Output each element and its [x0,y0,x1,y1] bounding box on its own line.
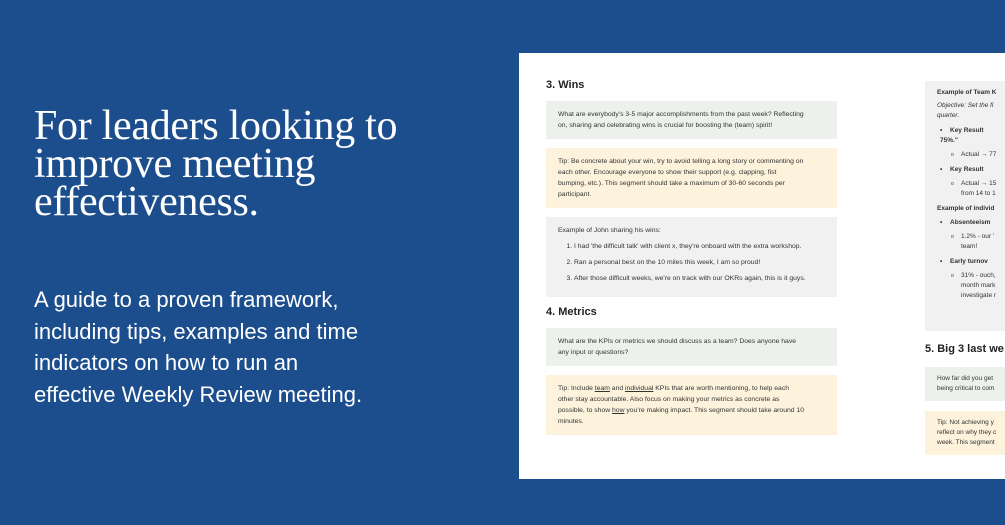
key-result-item: • Key Result [937,165,1005,175]
list-item: 1. I had 'the difficult talk' with client x, they're onboard with the extra workshop. [574,241,825,252]
kpi-value: o 1.2% - our ' [937,232,1005,242]
metrics-tip-line [558,383,825,394]
wins-question-line: on, sharing and celebrating wins is crucial for boosting the (team) spirit! [558,122,773,129]
big3-question-box [925,367,1005,401]
list-item: 3. After those difficult weeks, we're on track with our OKRs again, this is it guys. [574,273,825,284]
metrics-question-box [546,328,837,366]
hero-headline [34,103,494,225]
big3-tip-line: week. This segment [937,439,995,446]
big3-section-title: 5. Big 3 last we [925,343,1004,355]
document-preview [519,53,1005,479]
metrics-tip-line: minutes. [558,418,584,425]
individual-kpi-example-title: Example of individ [937,205,995,212]
headline-line: effectiveness. [34,179,259,225]
wins-example-intro: Example of John sharing his wins: [558,227,661,234]
metrics-tip-text: Tip: Include [558,385,595,392]
kpi-item: • Absenteeism [937,218,1005,228]
kpi-note: team! [961,243,978,250]
metrics-tip-text: and [609,385,626,392]
team-kpi-example-title: Example of Team K [937,89,997,96]
subline-line: effective Weekly Review meeting. [34,381,363,407]
metrics-tip-line: other stay accountable. Also focus on making your metrics as concrete as [558,396,780,403]
objective-line: Objective: Set the fi [937,102,994,109]
individual-link: individual [625,385,654,392]
key-result-actual: o Actual → 77 [937,150,1005,160]
subline-line: A guide to a proven framework, [34,287,339,312]
big3-question-line: How far did you get [937,375,994,382]
team-link: team [594,385,610,392]
key-result-note: from 14 to 1 [961,190,996,197]
list-item: 2. Ran a personal best on the 10 miles this week, I am so proud! [574,257,825,268]
hero-subline [34,284,504,410]
kpi-note: month mark [961,282,996,289]
kpi-value: o 31% - ouch, [937,271,1005,281]
kpi-example-box [925,81,1005,331]
wins-question-line: What are everybody's 3-5 major accomplishments from the past week? Reflecting [558,111,804,118]
key-result-item: • Key Result [937,126,1005,136]
key-result-value: 75%." [940,137,958,144]
metrics-section-title: 4. Metrics [546,306,597,318]
wins-tip-line: each other. Encourage everyone to show their support (e.g. clapping, fist [558,169,777,176]
headline-line: For leaders looking to [34,103,398,149]
big3-tip-line: reflect on why they c [937,429,997,436]
subline-line: indicators on how to run an [34,350,299,375]
metrics-tip-box [546,375,837,435]
metrics-tip-text: possible, to show [558,407,613,414]
metrics-tip-text: you're making impact. This segment should take around 10 [624,407,805,414]
big3-tip-box [925,411,1005,455]
metrics-tip-line [558,405,825,416]
big3-tip-line: Tip: Not achieving y [937,419,994,426]
headline-line: improve meeting [34,141,316,187]
metrics-tip-text: KPIs that are worth mentioning, to help each [653,385,790,392]
wins-tip-line: Tip: Be concrete about your win, try to avoid telling a long story or commenting on [558,158,804,165]
big3-question-line: being critical to com [937,385,995,392]
objective-line: quarter. [937,112,960,119]
wins-section-title: 3. Wins [546,79,585,91]
key-result-actual: o Actual → 15 [937,179,1005,189]
wins-tip-box [546,148,837,208]
kpi-note: investigate r [961,292,997,299]
wins-example-box [546,217,837,297]
subline-line: including tips, examples and time [34,318,359,344]
wins-question-box [546,101,837,139]
wins-tip-line: bumping, etc.). This segment should take a maximum of 30-60 seconds per [558,180,785,187]
metrics-question-line: What are the KPIs or metrics we should discuss as a team? Does anyone have [558,338,797,345]
wins-tip-line: participant. [558,191,592,198]
wins-example-list [558,241,825,284]
metrics-question-line: any input or questions? [558,349,629,356]
kpi-item: • Early turnov [937,257,1005,267]
how-link: how [612,407,625,414]
